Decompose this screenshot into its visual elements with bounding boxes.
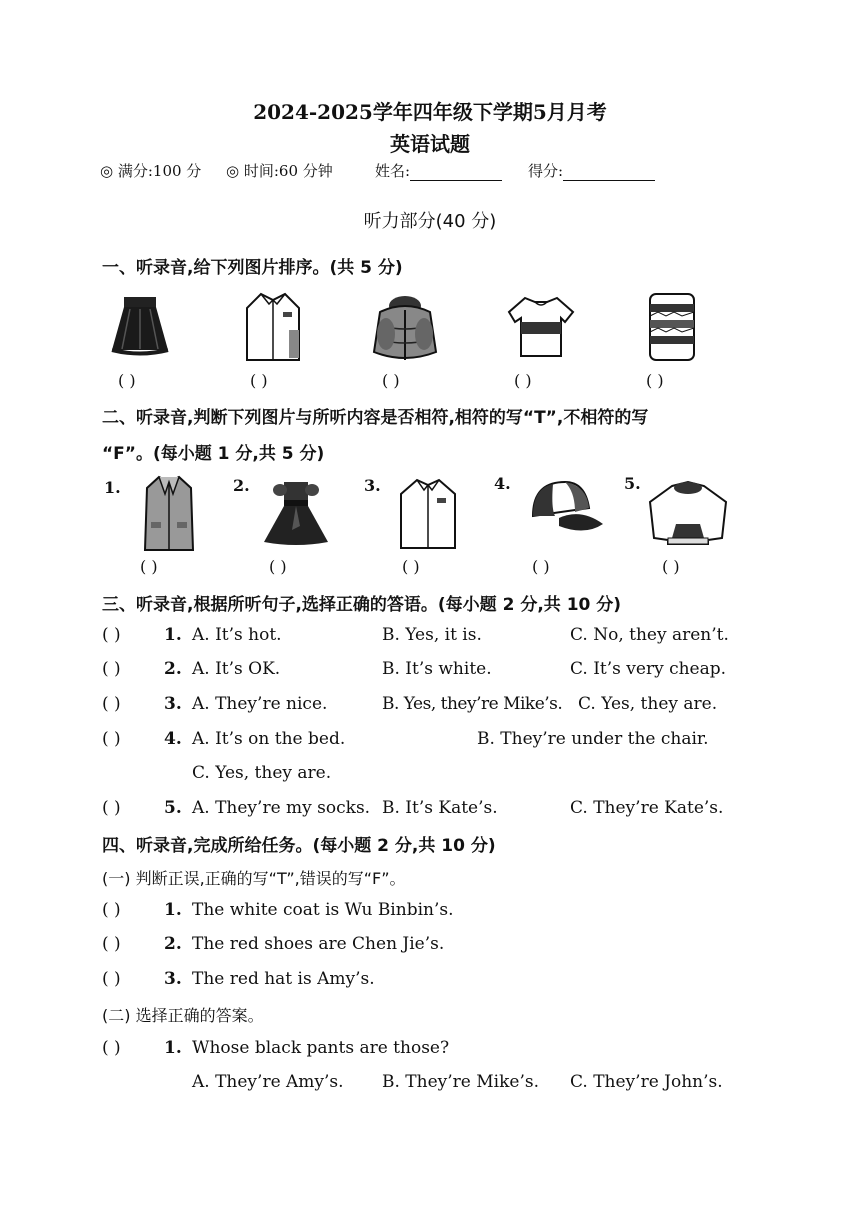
answer-blank[interactable]: ( ): [140, 557, 158, 576]
dress-image: [262, 480, 330, 548]
question-number: 2.: [164, 659, 182, 679]
statement-text: The red shoes are Chen Jie’s.: [192, 934, 445, 954]
section4-heading: 四、听录音,完成所给任务。(每小题 2 分,共 10 分): [102, 836, 496, 856]
answer-blank[interactable]: ( ): [662, 557, 680, 576]
question-number: 1.: [164, 1038, 182, 1058]
option-a[interactable]: A. It’s on the bed.: [192, 729, 346, 749]
item-number: 2.: [233, 476, 250, 495]
answer-blank[interactable]: ( ): [532, 557, 550, 576]
sub-heading-true-false: (一) 判断正误,正确的写“T”,错误的写“F”。: [102, 869, 406, 888]
exam-subtitle: 英语试题: [390, 132, 470, 156]
answer-blank[interactable]: ( ): [514, 371, 532, 390]
question-text: Whose black pants are those?: [192, 1038, 450, 1058]
answer-blank[interactable]: ( ): [269, 557, 287, 576]
section2-heading-line1: 二、听录音,判断下列图片与所听内容是否相符,相符的写“T”,不相符的写: [102, 408, 649, 428]
option-c[interactable]: C. They’re John’s.: [570, 1072, 723, 1092]
statement-text: The red hat is Amy’s.: [192, 969, 375, 989]
answer-blank[interactable]: ( ): [102, 934, 121, 954]
answer-blank[interactable]: ( ): [250, 371, 268, 390]
skirt-image: [110, 295, 170, 357]
option-b[interactable]: B. They’re Mike’s.: [382, 1072, 539, 1092]
section3-heading: 三、听录音,根据所听句子,选择正确的答语。(每小题 2 分,共 10 分): [102, 595, 622, 615]
option-c[interactable]: C. It’s very cheap.: [570, 659, 727, 679]
option-a[interactable]: A. It’s hot.: [192, 625, 282, 645]
tshirt-image: [505, 292, 577, 362]
item-number: 4.: [494, 474, 511, 493]
answer-blank[interactable]: ( ): [102, 659, 121, 679]
answer-blank[interactable]: ( ): [102, 1038, 121, 1058]
name-field[interactable]: [375, 160, 502, 181]
option-c[interactable]: C. Yes, they are.: [578, 694, 718, 714]
answer-blank[interactable]: ( ): [102, 625, 121, 645]
option-c[interactable]: C. No, they aren’t.: [570, 625, 729, 645]
statement-text: The white coat is Wu Binbin’s.: [192, 900, 454, 920]
question-number: 4.: [164, 729, 182, 749]
option-b[interactable]: B. They’re under the chair.: [477, 729, 709, 749]
answer-blank[interactable]: ( ): [102, 900, 121, 920]
score-label: 得分:: [528, 162, 564, 180]
option-a[interactable]: A. They’re my socks.: [192, 798, 371, 818]
shirt-image: [397, 476, 459, 552]
sub-heading-choice: (二) 选择正确的答案。: [102, 1006, 264, 1025]
time-limit: ◎ 时间:60 分钟: [226, 162, 333, 180]
listening-part-title: 听力部分(40 分): [363, 211, 497, 232]
section1-heading: 一、听录音,给下列图片排序。(共 5 分): [102, 258, 403, 278]
option-b[interactable]: B. Yes, it is.: [382, 625, 482, 645]
option-c[interactable]: C. Yes, they are.: [192, 763, 332, 783]
answer-blank[interactable]: ( ): [102, 729, 121, 749]
exam-title: 2024-2025学年四年级下学期5月月考: [253, 100, 607, 124]
shirt-image: [243, 290, 303, 364]
option-a[interactable]: A. They’re Amy’s.: [192, 1072, 344, 1092]
answer-blank[interactable]: ( ): [646, 371, 664, 390]
option-a[interactable]: A. They’re nice.: [192, 694, 328, 714]
option-c[interactable]: C. They’re Kate’s.: [570, 798, 724, 818]
score-field[interactable]: [528, 160, 655, 181]
question-number: 3.: [164, 694, 182, 714]
name-label: 姓名:: [375, 162, 411, 180]
hoodie-image: [646, 478, 730, 546]
answer-blank[interactable]: ( ): [102, 798, 121, 818]
question-number: 5.: [164, 798, 182, 818]
answer-blank[interactable]: ( ): [102, 694, 121, 714]
sweater-image: [640, 290, 704, 364]
answer-blank[interactable]: ( ): [102, 969, 121, 989]
question-number: 3.: [164, 969, 182, 989]
full-score: ◎ 满分:100 分: [100, 162, 202, 180]
answer-blank[interactable]: ( ): [118, 371, 136, 390]
name-blank[interactable]: [410, 166, 502, 181]
cap-image: [525, 478, 605, 540]
question-number: 1.: [164, 900, 182, 920]
option-a[interactable]: A. It’s OK.: [192, 659, 281, 679]
score-blank[interactable]: [563, 166, 655, 181]
option-b[interactable]: B. Yes, they’re Mike’s.: [382, 694, 563, 714]
jacket-image: [370, 292, 440, 364]
answer-blank[interactable]: ( ): [382, 371, 400, 390]
question-number: 2.: [164, 934, 182, 954]
item-number: 3.: [364, 476, 381, 495]
item-number: 5.: [624, 474, 641, 493]
section2-heading-line2: “F”。(每小题 1 分,共 5 分): [102, 444, 325, 464]
question-number: 1.: [164, 625, 182, 645]
answer-blank[interactable]: ( ): [402, 557, 420, 576]
coat-image: [143, 474, 195, 554]
option-b[interactable]: B. It’s white.: [382, 659, 492, 679]
item-number: 1.: [104, 478, 121, 497]
option-b[interactable]: B. It’s Kate’s.: [382, 798, 498, 818]
